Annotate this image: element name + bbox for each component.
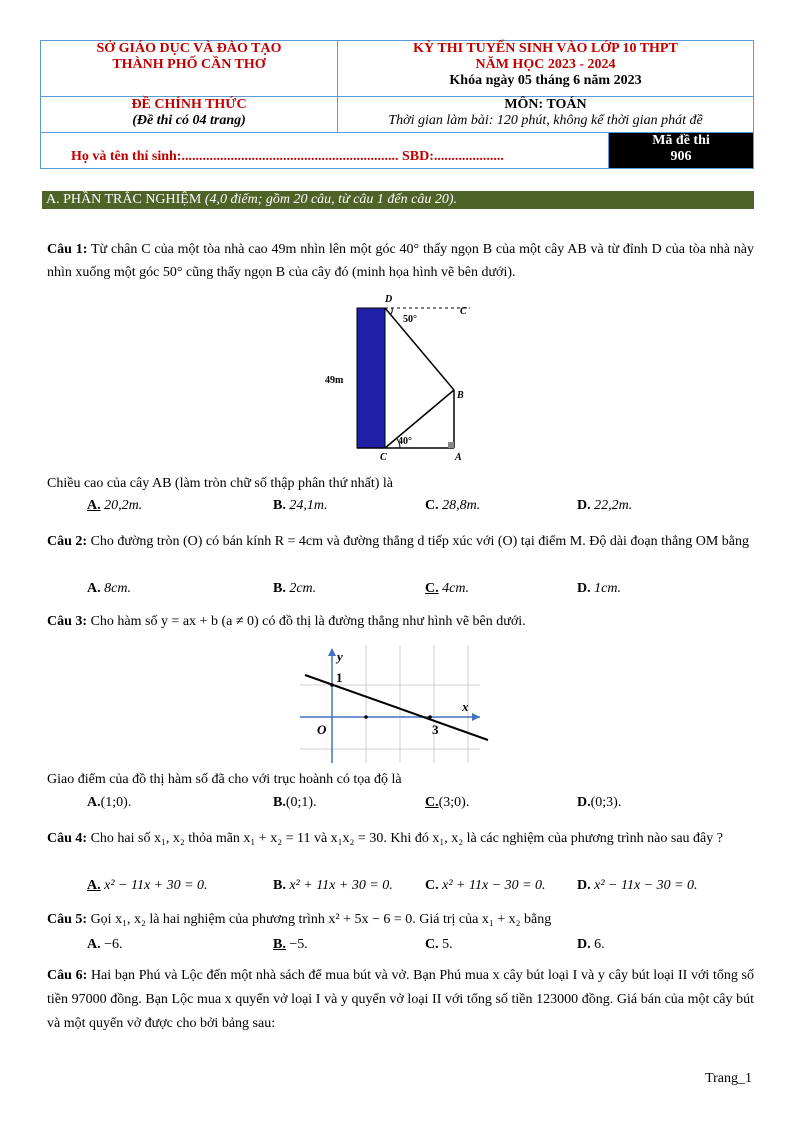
q3-option-b[interactable]: B.(0;1). [273,795,317,810]
candidate-cell [41,133,609,169]
q4-option-c[interactable]: C. x² + 11x − 30 = 0. [425,878,546,893]
q1-option-d[interactable]: D. 22,2m. [577,498,633,513]
q5-option-d[interactable]: D. 6. [577,937,605,952]
question-3 [47,610,754,633]
section-note: (4,0 điểm; gồm 20 câu, từ câu 1 đến câu 20). [204,192,458,207]
section-title: A. PHẦN TRẮC NGHIỆM [46,192,202,207]
page-number: Trang_1 [705,1071,752,1086]
school-year: NĂM HỌC 2023 - 2024 [475,57,616,72]
question-2-options [87,578,754,600]
pages-note: (Đề thi có 04 trang) [132,113,246,128]
angle-bottom-label: 40° [398,436,412,447]
x-axis-label: x [462,699,469,714]
label-C: C [380,452,387,463]
building-rect [357,308,385,448]
question-5-options [87,934,754,956]
exam-info-cell [338,41,754,97]
label-D: D [385,294,393,305]
q5-option-c[interactable]: C. 5. [425,937,453,952]
q2-option-b[interactable]: B. 2cm. [273,581,317,596]
y-tick-label: 1 [336,670,343,685]
label-B: B [457,390,464,401]
q4-option-d[interactable]: D. x² − 11x − 30 = 0. [577,878,698,893]
exam-title: KỲ THI TUYỂN SINH VÀO LỚP 10 THPT [413,41,678,56]
point-x1 [364,715,368,719]
label-C-top: C [460,306,467,317]
angle-arc-top [390,308,392,315]
line-DB [385,308,454,390]
question-3-text: Cho hàm số y = ax + b (a ≠ 0) có đồ thị là đường thẳng như hình vẽ bên dưới. [90,614,526,629]
question-1-label: Câu 1: [47,242,88,257]
question-1 [47,238,754,284]
time-note: Thời gian làm bài: 120 phút, không kể thời gian phát đề [388,113,703,128]
q4-option-b[interactable]: B. x² + 11x + 30 = 0. [273,878,393,893]
candidate-line: Họ và tên thí sinh:.............................................................. SBD:.................... [71,149,504,164]
q4-option-a[interactable]: A. x² − 11x + 30 = 0. [87,878,208,893]
question-2-text: Cho đường tròn (O) có bán kính R = 4cm và đường thẳng d tiếp xúc với (O) tại điểm M. Độ dài đoạn thẳng OM bằng [90,534,750,549]
subject-cell [338,97,754,133]
exam-code-value: 906 [670,149,692,164]
question-1-prompt: Chiều cao của cây AB (làm tròn chữ số thập phân thứ nhất) là [47,476,394,491]
exam-date: Khóa ngày 05 tháng 6 năm 2023 [449,73,642,88]
question-1-text: Từ chân C của một tòa nhà cao 49m nhìn lên một góc 40° thấy ngọn B của một cây AB và từ đỉnh D của tòa nhà này nhìn xuống một góc 50° cũng thấy ngọn B của cây đó (minh họa hình vẽ bên dưới). [47,242,755,280]
question-2 [47,530,754,553]
point-y-intercept [330,683,334,687]
question-2-label: Câu 2: [47,534,88,549]
q1-option-b[interactable]: B. 24,1m. [273,498,328,513]
x-axis-arrow [472,713,480,721]
question-5-text: Gọi x₁, x₂ là hai nghiệm của phương trình x² + 5x − 6 = 0. Giá trị của x₁ + x₂ bằng [90,912,552,927]
question-4 [47,827,754,850]
q3-option-d[interactable]: D.(0;3). [577,795,622,810]
x-tick-label: 3 [432,722,439,737]
q1-option-a[interactable]: A. 20,2m. [87,498,143,513]
right-angle-mark [448,442,454,448]
exam-code-cell [609,133,754,169]
q2-option-c[interactable]: C. 4cm. [425,581,469,596]
question-4-label: Câu 4: [47,831,88,846]
question-6-label: Câu 6: [47,968,88,983]
department-cell [41,41,338,97]
q5-option-b[interactable]: B. −5. [273,937,308,952]
q2-option-a[interactable]: A. 8cm. [87,581,131,596]
q3-option-a[interactable]: A.(1;0). [87,795,132,810]
question-3-prompt: Giao điểm của đồ thị hàm số đã cho với trục hoành có tọa độ là [47,772,402,787]
question-6 [47,964,754,1036]
question-5 [47,908,754,931]
building-tree-figure [320,292,480,464]
line-CB [385,390,454,448]
official-label: ĐỀ CHÍNH THỨC [131,97,247,112]
question-6-text: Hai bạn Phú và Lộc đến một nhà sách để mua bút và vở. Bạn Phú mua x cây bút loại I và y cây bút loại II với tổng số tiền 97000 đồng. Bạn Lộc mua x quyển vở loại I và y quyển vở loại II với tổng số tiền 123000 đồng. Giá bán của một cây bút và một quyển vở được cho bởi bảng sau: [47,968,754,1031]
department-line2: THÀNH PHỐ CẦN THƠ [112,57,266,72]
origin-label: O [317,722,327,737]
question-4-options [87,875,754,897]
exam-header-table [40,40,754,169]
q5-option-a[interactable]: A. −6. [87,937,123,952]
question-4-text: Cho hai số x₁, x₂ thỏa mãn x₁ + x₂ = 11 và x₁x₂ = 30. Khi đó x₁, x₂ là các nghiệm của phương trình nào sau đây ? [90,831,723,846]
official-cell [41,97,338,133]
department-line1: SỞ GIÁO DỤC VÀ ĐÀO TẠO [96,41,282,56]
section-band [42,191,754,209]
y-axis-label: y [337,649,343,664]
height-label: 49m [325,375,344,386]
q1-option-c[interactable]: C. 28,8m. [425,498,481,513]
graph-grid [300,645,480,763]
y-axis-arrow [328,648,336,656]
question-5-label: Câu 5: [47,912,88,927]
angle-top-label: 50° [403,314,417,325]
question-3-options [87,792,754,814]
point-x-intercept [428,715,432,719]
exam-code-label: Mã đề thi [652,133,710,148]
subject-label: MÔN: TOÁN [504,97,587,112]
linear-function-graph [300,645,495,765]
question-1-options [87,495,754,517]
question-3-label: Câu 3: [47,614,88,629]
q2-option-d[interactable]: D. 1cm. [577,581,621,596]
q3-option-c[interactable]: C.(3;0). [425,795,470,810]
label-A: A [455,452,462,463]
